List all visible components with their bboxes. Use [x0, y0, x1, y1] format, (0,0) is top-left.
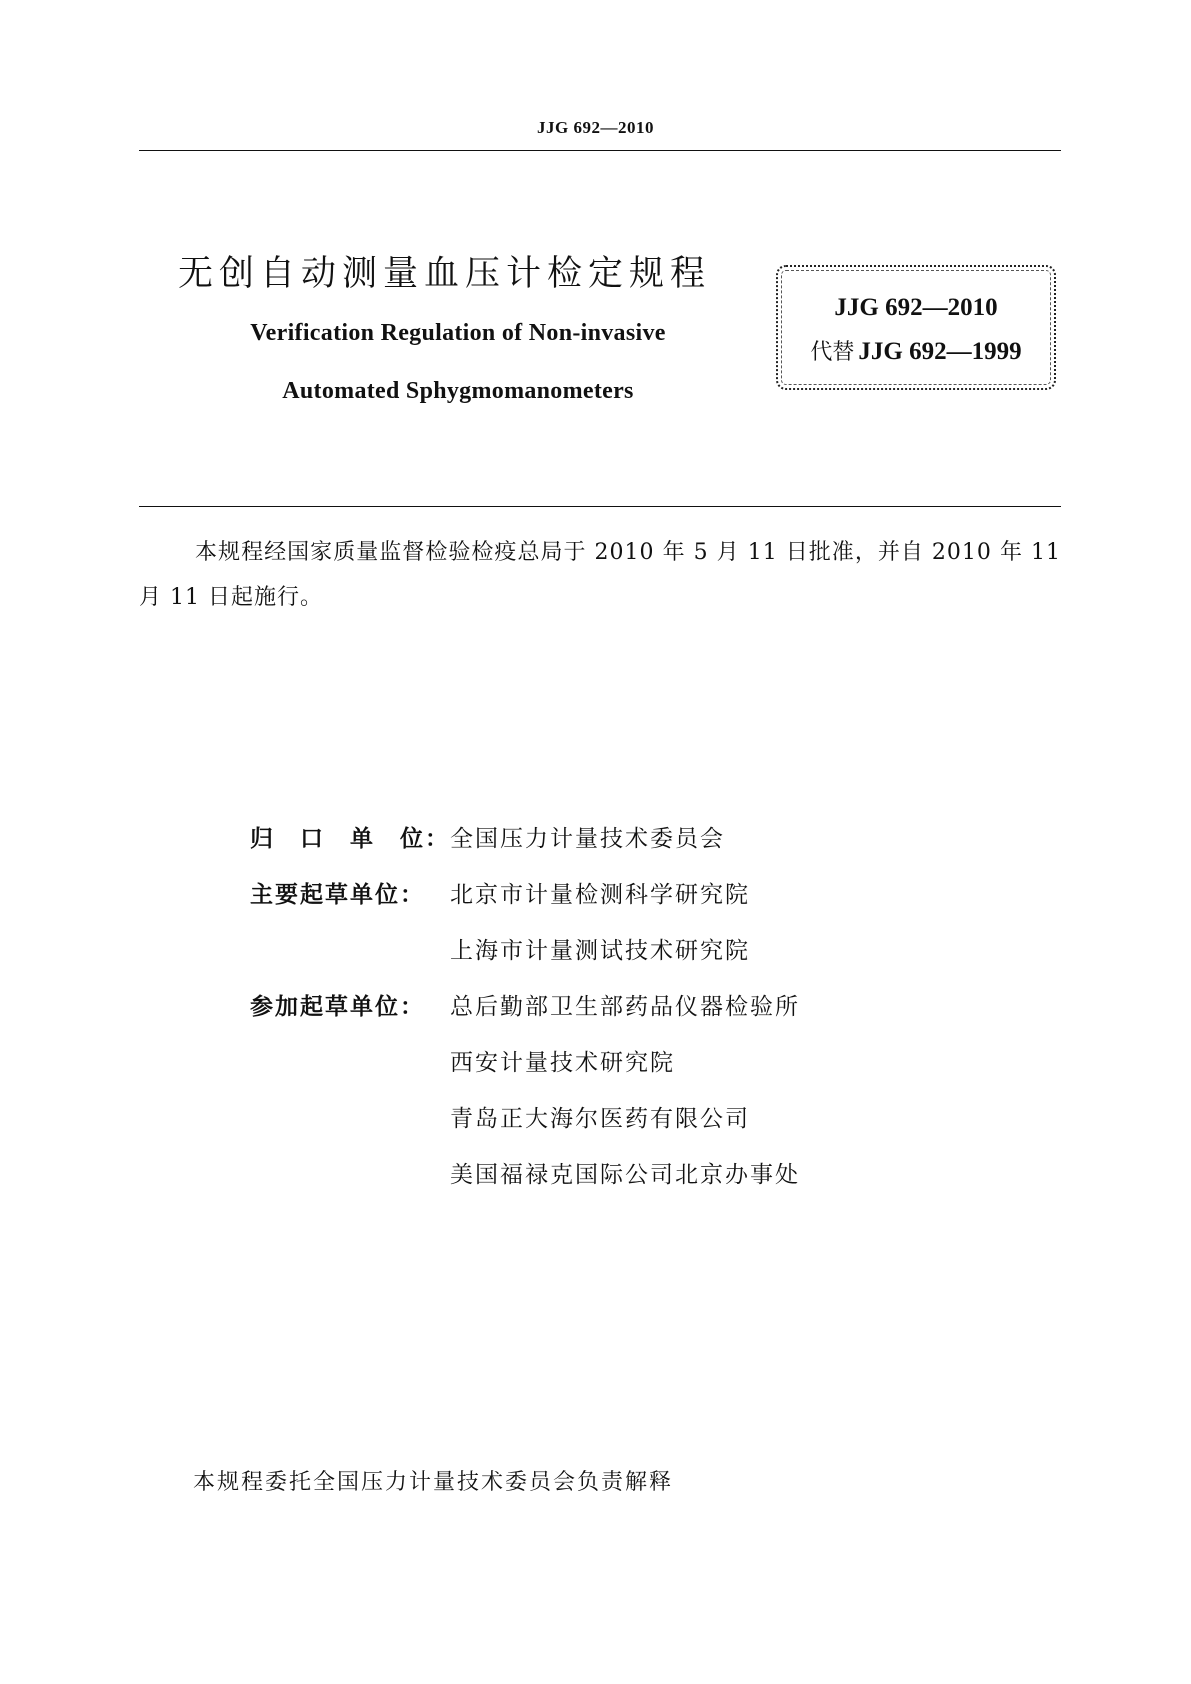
interpretation-note: 本规程委托全国压力计量技术委员会负责解释 — [193, 1470, 674, 1495]
unit-label-char: 位： — [400, 825, 450, 852]
regulation-code: JJG 692—2010 — [834, 294, 998, 321]
unit-label-char: 口 — [300, 825, 325, 852]
unit-row-participating-cont — [250, 1032, 800, 1088]
running-header-code: JJG 692—2010 — [537, 118, 654, 137]
unit-value: 总后勤部卫生部药品仪器检验所 — [450, 993, 800, 1020]
header-rule — [139, 150, 1061, 151]
unit-label-responsible — [250, 820, 450, 853]
unit-row-participating-cont — [250, 1144, 800, 1200]
document-title-english-line-2: Automated Sphygmomanometers — [282, 378, 634, 404]
unit-value: 西安计量技术研究院 — [450, 1049, 675, 1076]
unit-row-main-drafting-cont — [250, 920, 800, 976]
unit-value: 青岛正大海尔医药有限公司 — [450, 1105, 750, 1132]
unit-label-main-drafting: 主要起草单位： — [250, 881, 425, 908]
regulation-code-box — [776, 265, 1056, 390]
document-title-chinese: 无创自动测量血压计检定规程 — [178, 254, 712, 294]
unit-row-participating-cont — [250, 1088, 800, 1144]
unit-value: 全国压力计量技术委员会 — [450, 825, 725, 852]
unit-value: 上海市计量测试技术研究院 — [450, 937, 750, 964]
unit-label-char: 单 — [350, 825, 375, 852]
unit-value: 北京市计量检测科学研究院 — [450, 881, 750, 908]
unit-label-char: 归 — [250, 825, 275, 852]
section-rule — [139, 506, 1061, 507]
unit-label-participating: 参加起草单位： — [250, 993, 425, 1020]
replaces-code: JJG 692—1999 — [858, 338, 1022, 365]
approval-paragraph: 本规程经国家质量监督检验检疫总局于 2010 年 5 月 11 日批准，并自 2010 年 11 月 11 日起施行。 — [139, 540, 1061, 610]
unit-row-responsible — [250, 808, 800, 864]
unit-row-main-drafting — [250, 864, 800, 920]
unit-row-participating — [250, 976, 800, 1032]
unit-value: 美国福禄克国际公司北京办事处 — [450, 1161, 800, 1188]
document-title-english-line-1: Verification Regulation of Non-invasive — [250, 320, 666, 346]
replaces-prefix: 代替 — [810, 340, 855, 365]
replaces-code-line — [778, 335, 1054, 366]
drafting-units — [250, 808, 800, 1200]
